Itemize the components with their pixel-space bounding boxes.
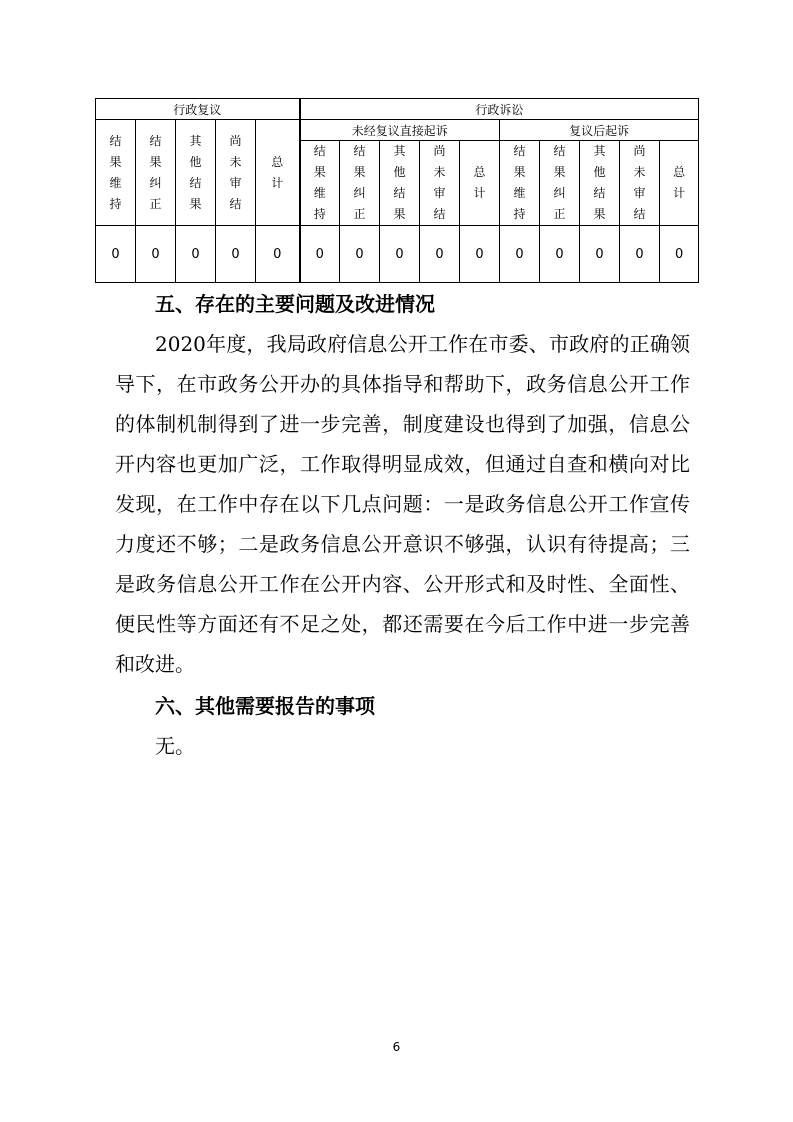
section5-paragraph: 2020年度，我局政府信息公开工作在市委、市政府的正确领导下，在市政务公开办的具体指导和帮助下，政务信息公开工作的体制机制得到了进一步完善，制度建设也得到了加强，信息公开内容也更加广泛，工作取得明显成效，但通过自查和横向对比发现，在工作中存在以下几点问题：一是政务信息公开工作宣传力度还不够；二是政务信息公开意识不够强，认识有待提高；三是政务信息公开工作在公开内容、公开形式和及时性、全面性、便民性等方面还有不足之处，都还需要在今后工作中进一步完善和改进。 xyxy=(115,332,690,676)
header-pending: 尚未审结 xyxy=(216,120,256,226)
table-cell: 0 xyxy=(256,226,300,283)
table-cell: 0 xyxy=(620,226,660,283)
header-after-total: 总计 xyxy=(660,141,699,226)
header-direct-result-upheld: 结果维持 xyxy=(300,141,340,226)
table-cell: 0 xyxy=(540,226,580,283)
header-after-result-corrected: 结果纠正 xyxy=(540,141,580,226)
header-result-upheld: 结果维持 xyxy=(96,120,136,226)
header-after-other-results: 其他结果 xyxy=(580,141,620,226)
table-cell: 0 xyxy=(136,226,176,283)
header-direct-pending: 尚未审结 xyxy=(420,141,460,226)
header-after-result-upheld: 结果维持 xyxy=(500,141,540,226)
body-content xyxy=(115,284,690,766)
table-cell: 0 xyxy=(380,226,420,283)
header-after-review-litigation: 复议后起诉 xyxy=(500,120,699,141)
section5-heading: 五、存在的主要问题及改进情况 xyxy=(155,292,435,316)
page-number: 6 xyxy=(392,1040,401,1054)
table-cell: 0 xyxy=(176,226,216,283)
table-cell: 0 xyxy=(500,226,540,283)
table-cell: 0 xyxy=(460,226,500,283)
review-litigation-table xyxy=(95,98,699,283)
table-cell: 0 xyxy=(580,226,620,283)
table-cell: 0 xyxy=(300,226,340,283)
header-admin-litigation: 行政诉讼 xyxy=(300,99,699,120)
header-direct-total: 总计 xyxy=(460,141,500,226)
section6-paragraph: 无。 xyxy=(155,734,195,758)
section6-heading: 六、其他需要报告的事项 xyxy=(155,694,375,718)
header-other-results: 其他结果 xyxy=(176,120,216,226)
header-result-corrected: 结果纠正 xyxy=(136,120,176,226)
header-total: 总计 xyxy=(256,120,300,226)
table-cell: 0 xyxy=(420,226,460,283)
table-cell: 0 xyxy=(96,226,136,283)
header-admin-review: 行政复议 xyxy=(96,99,300,120)
header-direct-other-results: 其他结果 xyxy=(380,141,420,226)
header-direct-litigation: 未经复议直接起诉 xyxy=(300,120,500,141)
header-direct-result-corrected: 结果纠正 xyxy=(340,141,380,226)
table-cell: 0 xyxy=(216,226,256,283)
header-after-pending: 尚未审结 xyxy=(620,141,660,226)
table-cell: 0 xyxy=(660,226,699,283)
table-cell: 0 xyxy=(340,226,380,283)
